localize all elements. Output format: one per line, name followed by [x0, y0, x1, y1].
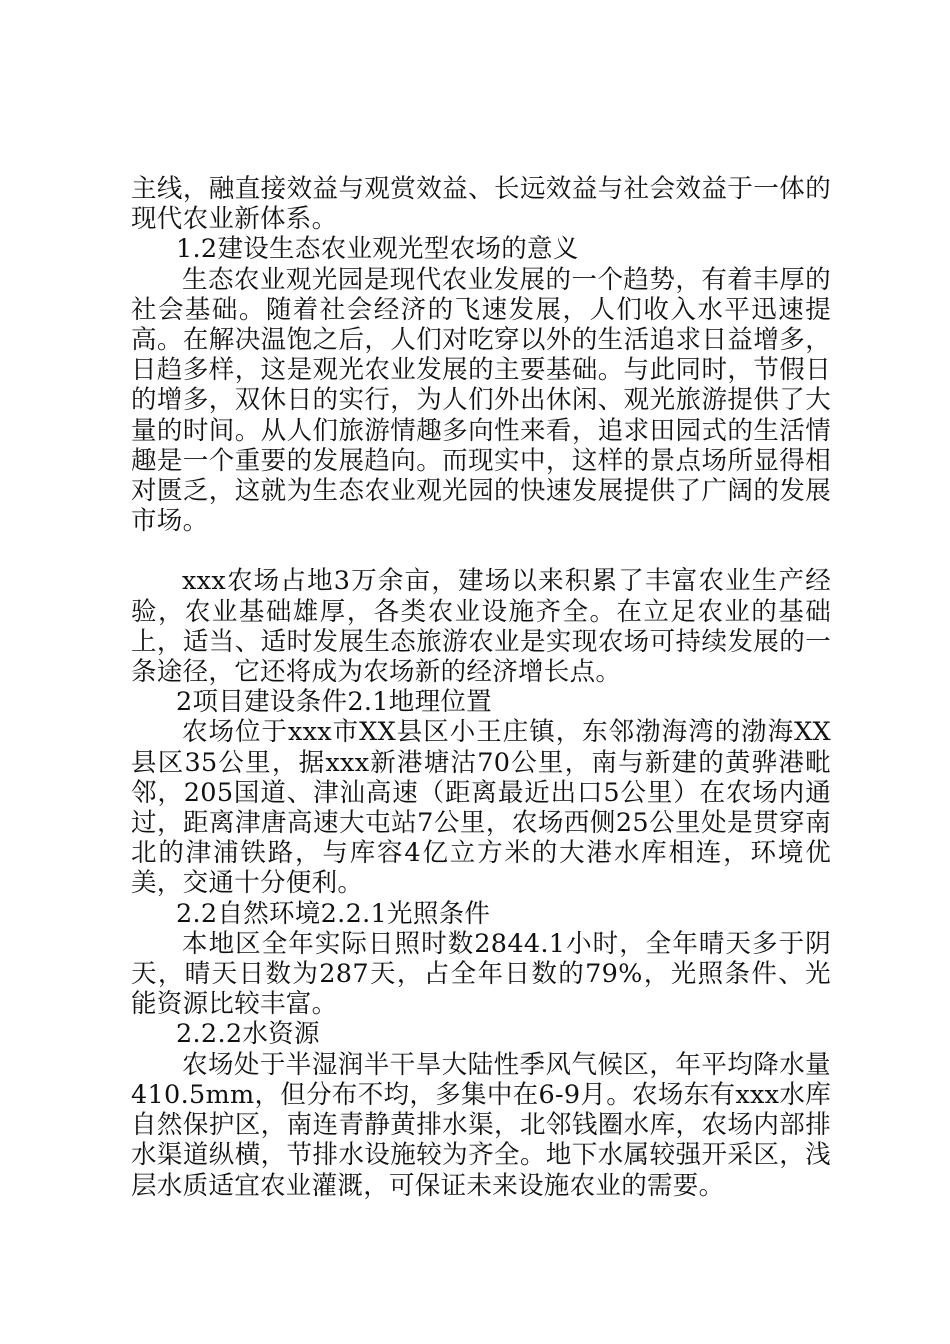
body-paragraph-farm-overview: xxx农场占地3万余亩，建场以来积累了丰富农业生产经验，农业基础雄厚，各类农业设施齐全。在立足农业的基础上，适当、适时发展生态旅游农业是实现农场可持续发展的一条途径，它还将成为农场新的经济增长点。 — [131, 566, 831, 688]
section-heading-1-2: 1.2建设生态农业观光型农场的意义 — [176, 234, 579, 265]
document-body — [131, 174, 831, 1201]
body-paragraph-continuation: 主线，融直接效益与观赏效益、长远效益与社会效益于一体的现代农业新体系。 — [131, 174, 831, 235]
body-paragraph-water: 农场处于半湿润半干旱大陆性季风气候区，年平均降水量410.5mm，但分布不均，多集中在6-9月。农场东有xxx水库自然保护区，南连青静黄排水渠，北邻钱圈水库，农场内部排水渠道纵横，节排水设施较为齐全。地下水属较强开采区，浅层水质适宜农业灌溉，可保证未来设施农业的需要。 — [131, 1049, 831, 1201]
section-heading-2-1: 2项目建设条件2.1地理位置 — [176, 687, 492, 718]
section-heading-2-2-1: 2.2自然环境2.2.1光照条件 — [176, 898, 491, 929]
body-paragraph-sunlight: 本地区全年实际日照时数2844.1小时，全年晴天多于阴天，晴天日数为287天，占全年日数的79%，光照条件、光能资源比较丰富。 — [131, 928, 831, 1020]
body-paragraph-significance: 生态农业观光园是现代农业发展的一个趋势，有着丰厚的社会基础。随着社会经济的飞速发展，人们收入水平迅速提高。在解决温饱之后，人们对吃穿以外的生活追求日益增多，日趋多样，这是观光农业发展的主要基础。与此同时，节假日的增多，双休日的实行，为人们外出休闲、观光旅游提供了大量的时间。从人们旅游情趣多向性来看，追求田园式的生活情趣是一个重要的发展趋向。而现实中，这样的景点场所显得相对匮乏，这就为生态农业观光园的快速发展提供了广阔的发展市场。 — [131, 264, 831, 537]
section-heading-2-2-2: 2.2.2水资源 — [176, 1019, 320, 1050]
body-paragraph-location: 农场位于xxx市XX县区小王庄镇，东邻渤海湾的渤海XX县区35公里，据xxx新港塘沽70公里，南与新建的黄骅港毗邻，205国道、津汕高速（距离最近出口5公里）在农场内通过，距离津唐高速大屯站7公里，农场西侧25公里处是贯穿南北的津浦铁路，与库容4亿立方米的大港水库相连，环境优美，交通十分便利。 — [131, 717, 831, 899]
